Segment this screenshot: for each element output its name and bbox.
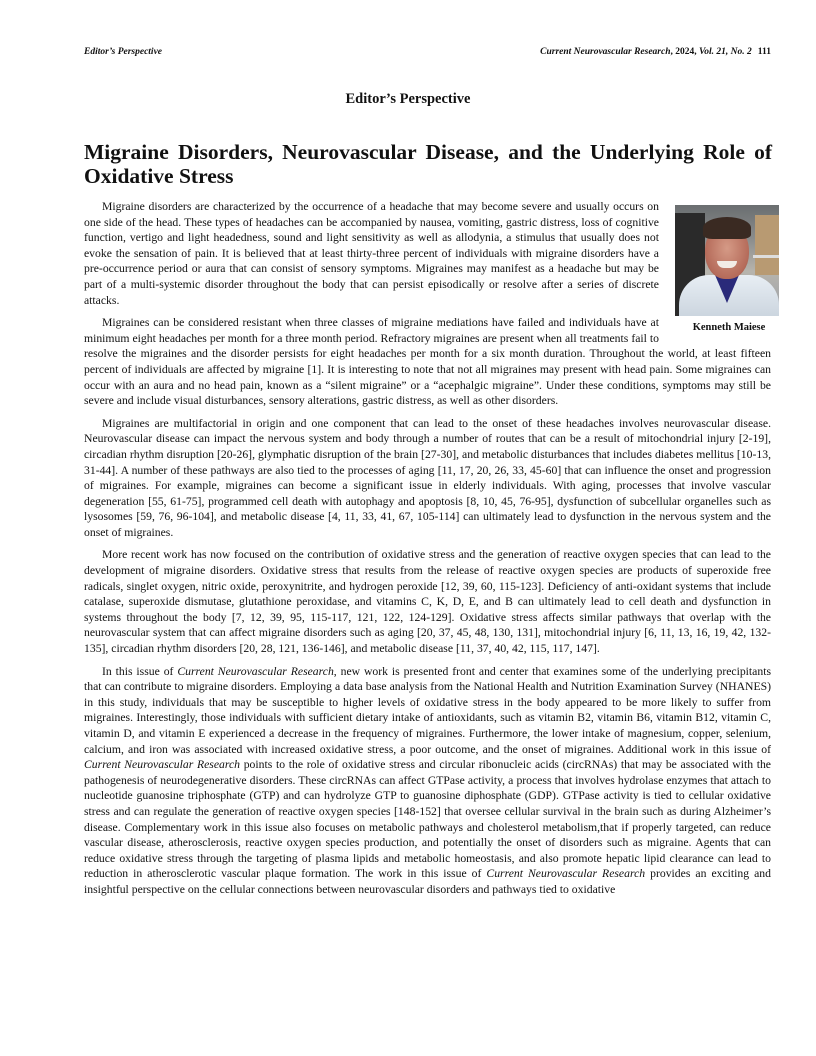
author-photo-figure xyxy=(667,205,785,333)
paragraph-2: Migraines can be considered resistant when three classes of migraine mediations have failed and individuals have at minimum eight headaches per month for a three month period. Refractory migraines are present when all treatments fail to resolve the migraines and the disorder persists for eight headaches per month for a six month duration. Throughout the world, at least fifteen percent of individuals are affected by migraine [1]. It is interesting to note that not all migraines may present with head pain. Some migraines can occur with an aura and no head pain, known as a “silent migraine” or a “acephalgic migraine”. Under these conditions, symptoms may still be severe and include visual disturbances, sensory alterations, gastric distress, as well as other disorders. xyxy=(84,316,771,408)
journal-name: Current Neurovascular Research xyxy=(540,47,671,57)
paragraph-3: Migraines are multifactorial in origin and one component that can lead to the onset of these headaches involves neurovascular disease. Neurovascular disease can impact the nervous system and body through a number of routes that can be a result of mitochondrial injury [2-19], circadian rhythm disruption [20-26], glymphatic disruption of the brain [27-30], and metabolic disturbances that includes diabetes mellitus [10-13, 31-44]. A number of these pathways are also tied to the processes of aging [11, 17, 20, 26, 33, 45-60] that can influence the onset and progression of migraines. For example, migraines can become a significant issue in elderly individuals. With aging, processes that involve vascular degeneration [55, 61-75], programmed cell death with autophagy and apoptosis [8, 10, 45, 76-95], dysfunction of subcellular organelles such as lysosomes [59, 76, 96-104], and metabolic disease [4, 11, 33, 41, 67, 105-114] can ultimately lead to dysfunction in the nervous system and the onset of migraines. xyxy=(84,416,771,539)
journal-name-italic: Current Neurovascular Research xyxy=(486,867,646,881)
author-photo-caption: Kenneth Maiese xyxy=(692,322,766,333)
paragraph-5-text: points to the role of oxidative stress and circular ribonucleic acids (circRNAs) that may be associated with the pathogenesis of neurodegenerative disorders. These circRNAs can affect GTPase activity, a process that involves hydrolase enzymes that attach to nucleotide guanosine triphosphate (GTP) and can hydrolyze GTP to guanosine diphosphate (GDP). GTPase activity is tied to cellular oxidative stress and can regulate the generation of reactive oxygen species [148-152] that oversee cellular survival in the brain such as during Alzheimer’s disease. Complementary work in this issue also focuses on metabolic pathways and cholesterol metabolism,that if properly targeted, can reduce vascular disease, atherosclerosis, reactive oxygen species production, and potentially the onset of disorders such as migraine. Agents that can reduce oxidative stress through the targeting of plasma lipids and metabolic homeostasis, and also promote hepatic lipid clearance can lead to reduction in atherosclerotic vascular plaque formation. The work in this issue of xyxy=(84,758,771,881)
article-title: Migraine Disorders, Neurovascular Disease, and the Underlying Role of Oxidative Stress xyxy=(84,140,772,188)
paragraph-1: Migraine disorders are characterized by the occurrence of a headache that may become severe and usually occurs on one side of the head. These types of headaches can be accompanied by nausea, vomiting, gastric distress, loss of cognitive function, vertigo and light headedness, sound and light sensitivity as well as allodynia, a stimulus that usually does not evoke the sensation of pain. It is believed that at least thirty-three percent of individuals with migraine disorders have a pre-occurrence period or aura that can consist of sensory symptoms. Migraines may manifest as a headache but may be part of a multi-systemic disorder throughout the body that can persist episodically or resolve after a series of discrete attacks. xyxy=(84,200,659,307)
article-body xyxy=(84,199,771,905)
paragraph-4: More recent work has now focused on the contribution of oxidative stress and the generation of reactive oxygen species that can lead to the development of migraine disorders. Oxidative stress that results from the release of reactive oxygen species are products of superoxide free radicals, singlet oxygen, nitric oxide, peroxynitrite, and hydrogen peroxide [12, 39, 60, 115-123]. Deficiency of anti-oxidant systems that include catalase, superoxide dismutase, glutathione peroxidase, and vitamins C, K, D, E, and B can ultimately lead to cell death and dysfunction in systems throughout the body [7, 12, 39, 95, 115-117, 121, 122, 124-129]. Oxidative stress affects similar pathways that overlap with the neurovascular system that can affect migraine disorders such as aging [20, 37, 45, 48, 130, 131], mitochondrial injury [6, 11, 13, 16, 19, 42, 132-135], circadian rhythm disorders [20, 28, 121, 136-146], and metabolic disease [11, 37, 40, 42, 115, 117, 147]. xyxy=(84,548,771,656)
paragraph-5 xyxy=(84,664,771,898)
paragraph-5-text: provides an exciting and insightful perspective on the cellular connections between neurovascular disorders and pathways tied to oxidative xyxy=(84,867,771,896)
running-header xyxy=(84,47,771,57)
journal-name-italic: Current Neurovascular Research xyxy=(177,664,334,678)
author-photo xyxy=(675,205,779,316)
journal-volume: Vol. 21, No. 2 xyxy=(699,47,752,57)
journal-name-italic: Current Neurovascular Research xyxy=(84,758,241,772)
page-number: 111 xyxy=(757,47,771,57)
section-label: Editor’s Perspective xyxy=(345,91,471,107)
paragraph-5-text: , new work is presented front and center that examines some of the underlying precipitants that can contribute to migraine disorders. Employing a data base analysis from the National Health and Nutrition Examination Survey (NHANES) in this study, individuals that may be susceptible to higher levels of oxidative stress in the body appeared to be more likely to suffer from migraines. Interestingly, those individuals with sufficient dietary intake of antioxidants, such as vitamin B2, vitamin B6, vitamin B12, vitamin C, vitamin D, and vitamin E experienced a decrease in the frequency of migraines. Furthermore, the lower intake of magnesium, copper, selenium, calcium, and iron was associated with increased oxidative stress, a poor outcome, and the onset of migraines. Additional work in this issue of xyxy=(84,664,771,756)
running-header-section: Editor’s Perspective xyxy=(84,47,163,57)
running-header-citation: Current Neurovascular Research, 2024, Vol. 21, No. 2 111 xyxy=(540,47,771,57)
journal-year: 2024 xyxy=(675,47,695,57)
paragraph-5-text: In this issue of xyxy=(102,664,178,678)
